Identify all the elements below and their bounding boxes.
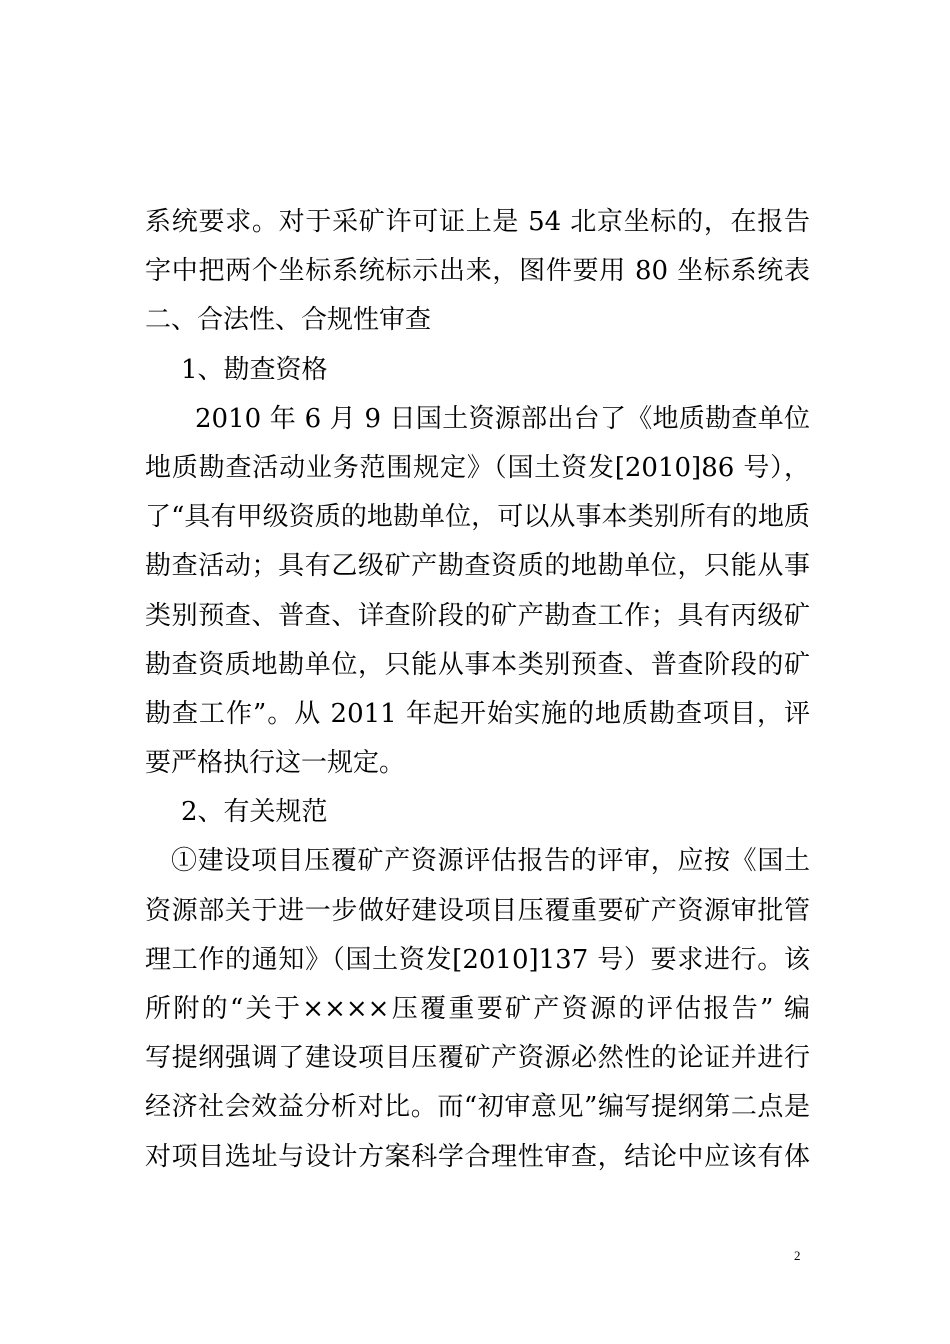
text-line: 了“具有甲级资质的地勘单位，可以从事本类别所有的地质 [145,502,810,533]
subsection-heading: 1、勘查资格 [181,354,328,385]
text-line: 勘查活动；具有乙级矿产勘查资质的地勘单位，只能从事 [145,551,810,582]
text-line: 勘查资质地勘单位，只能从事本类别预查、普查阶段的矿 [145,649,810,680]
page-number: 2 [794,1248,801,1263]
body-text [145,198,810,1182]
text-line: 勘查工作”。从 2011 年起开始实施的地质勘查项目，评 [145,698,810,729]
subsection-heading: 2、有关规范 [181,797,328,828]
text-line: 所附的“关于××××压覆重要矿产资源的评估报告” 编 [145,994,810,1024]
text-line: 类别预查、普查、详查阶段的矿产勘查工作；具有丙级矿 [145,600,810,631]
text-line: 2010 年 6 月 9 日国土资源部出台了《地质勘查单位 [195,403,810,434]
text-line: 理工作的通知》（国土资发[2010]137 号）要求进行。该 [145,944,810,975]
text-line: 资源部关于进一步做好建设项目压覆重要矿产资源审批管 [145,895,810,926]
text-line: ①建设项目压覆矿产资源评估报告的评审，应按《国土 [171,846,810,877]
section-heading: 二、合法性、合规性审查 [145,305,432,336]
text-line: 要严格执行这一规定。 [145,748,406,779]
text-line: 地质勘查活动业务范围规定》（国土资发[2010]86 号）， [145,452,810,483]
text-line: 系统要求。对于采矿许可证上是 54 北京坐标的，在报告 [145,207,810,237]
text-line: 字中把两个坐标系统标示出来，图件要用 80 坐标系统表 [145,256,810,287]
text-line: 对项目选址与设计方案科学合理性审查，结论中应该有体 [145,1141,810,1172]
text-line: 写提纲强调了建设项目压覆矿产资源必然性的论证并进行 [145,1043,810,1074]
text-line: 经济社会效益分析对比。而“初审意见”编写提纲第二点是 [145,1092,810,1123]
